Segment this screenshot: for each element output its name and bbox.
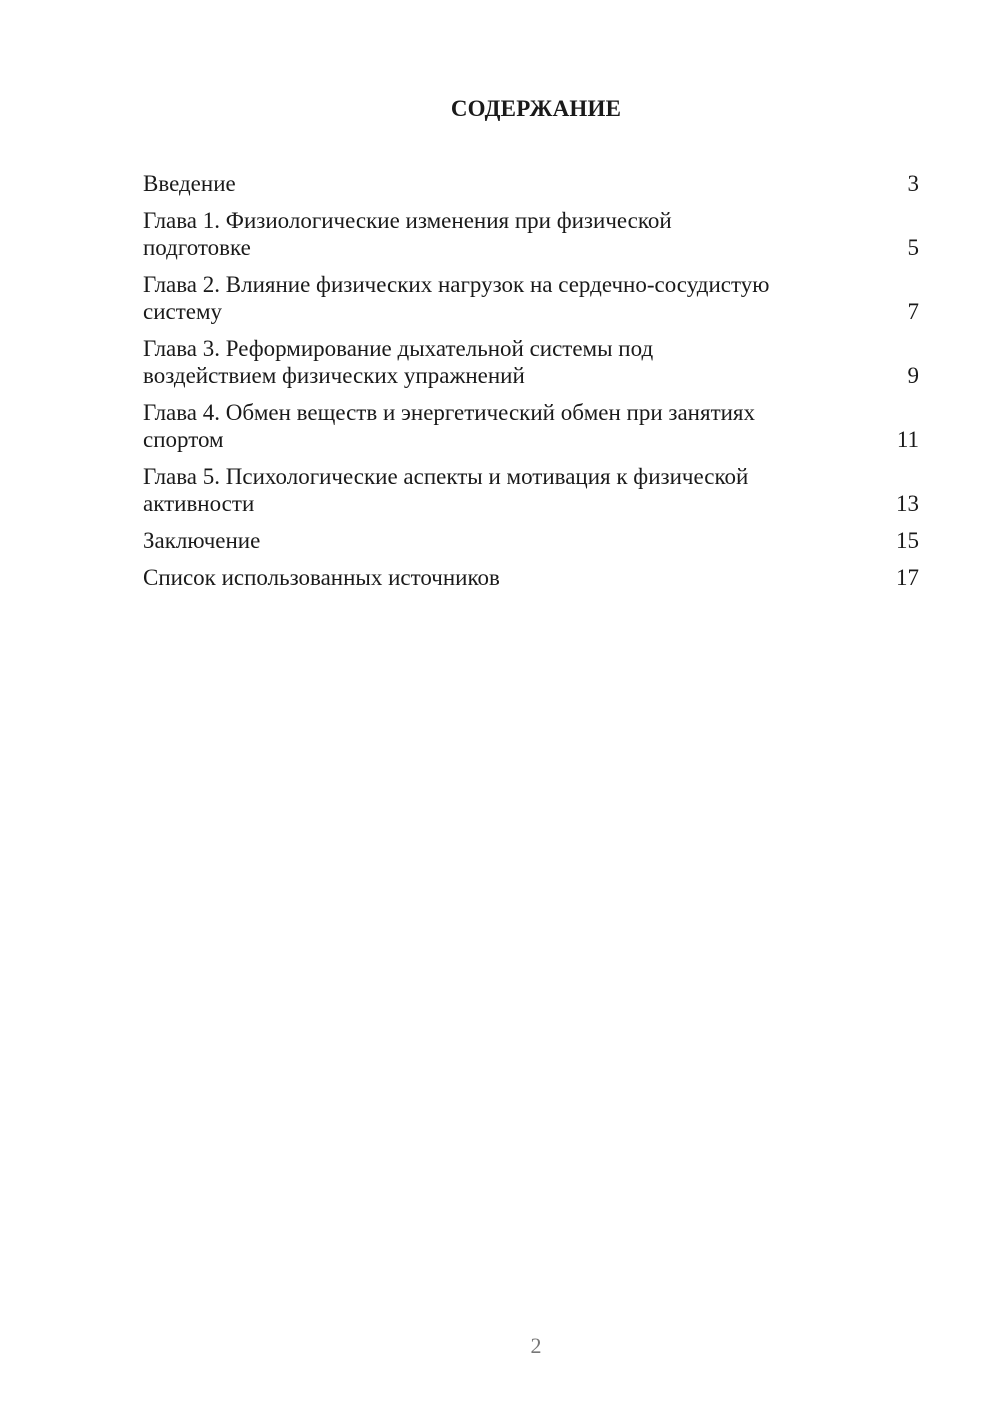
toc-entry-page: 15	[896, 528, 919, 553]
toc-entry-page: 17	[896, 565, 919, 590]
toc-entry-page: 13	[896, 491, 919, 516]
toc-entry-page: 5	[907, 235, 919, 260]
page-number: 2	[530, 1333, 542, 1358]
toc-entry-page: 7	[907, 299, 919, 324]
toc-entry-chapter-5	[143, 463, 919, 517]
toc-entry-label: Глава 3. Реформирование дыхательной системы под воздействием физических упражнений	[143, 336, 654, 388]
toc-entry-label: Введение	[143, 171, 236, 196]
toc-entry-conclusion	[143, 527, 919, 554]
toc-entry-page: 11	[896, 427, 919, 452]
toc-entry-chapter-2	[143, 271, 919, 325]
toc-entry-chapter-4	[143, 399, 919, 453]
toc-entry-chapter-3	[143, 335, 919, 389]
toc-entry-label: Заключение	[143, 528, 261, 553]
toc-entry-chapter-1	[143, 207, 919, 261]
toc-entry-page: 3	[907, 171, 919, 196]
toc-entry-page: 9	[907, 363, 919, 388]
toc-entry-label: Глава 4. Обмен веществ и энергетический обмен при занятиях спортом	[143, 400, 756, 452]
toc-entry-references	[143, 564, 919, 591]
toc-entry-label: Глава 1. Физиологические изменения при физической подготовке	[143, 208, 672, 260]
table-of-contents	[143, 170, 919, 601]
toc-entry-label: Глава 5. Психологические аспекты и мотивация к физической активности	[143, 464, 749, 516]
toc-entry-label: Список использованных источников	[143, 565, 500, 590]
toc-title: СОДЕРЖАНИЕ	[450, 96, 622, 121]
toc-entry-introduction	[143, 170, 919, 197]
toc-entry-label: Глава 2. Влияние физических нагрузок на сердечно-сосудистую систему	[143, 272, 770, 324]
